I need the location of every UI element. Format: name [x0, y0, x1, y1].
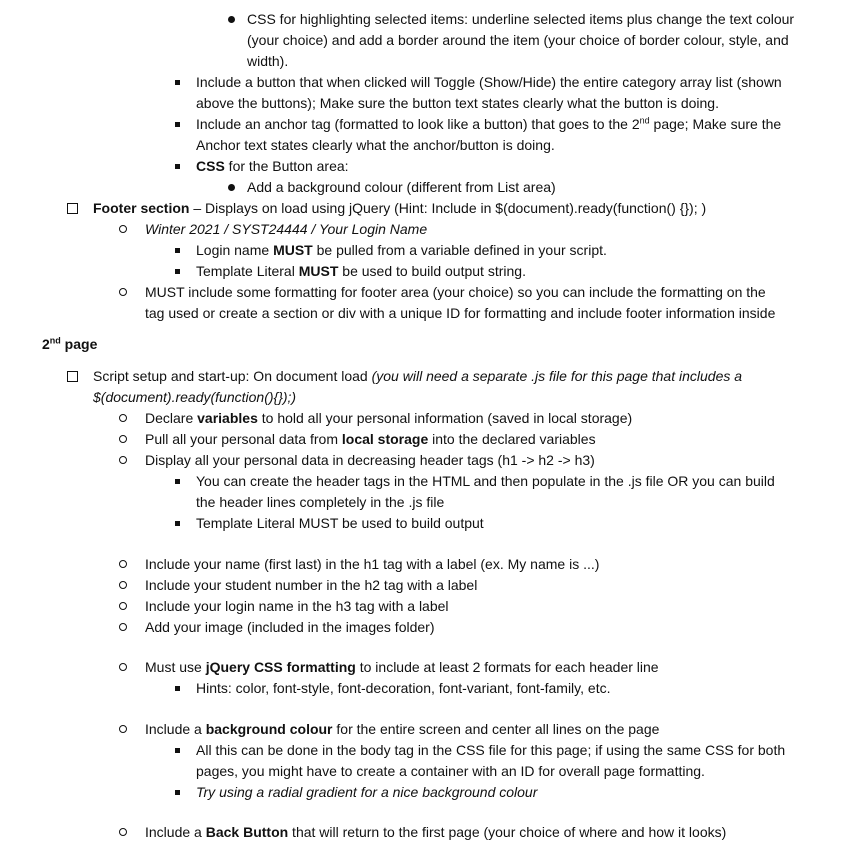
text-span: page [60, 336, 98, 352]
square-bullet-icon [175, 790, 180, 795]
text-span: page; Make sure the [649, 116, 782, 132]
square-bullet-icon [175, 122, 180, 127]
text-span: Declare [145, 410, 198, 426]
text-span: that will return to the first page (your choice of where and how it looks) [288, 824, 727, 840]
hollow-circle-icon [119, 581, 127, 589]
square-bullet-icon [175, 521, 180, 526]
square-bullet-icon [175, 748, 180, 753]
text-span: be pulled from a variable defined in your script. [312, 242, 607, 258]
text-span: Include a [145, 824, 206, 840]
hollow-circle-icon [119, 288, 127, 296]
bold-text: CSS [196, 158, 225, 174]
hollow-circle-icon [119, 435, 127, 443]
checkbox-icon [67, 203, 78, 214]
text-span: Script setup and start-up: On document load [93, 368, 372, 384]
hollow-circle-icon [119, 456, 127, 464]
hollow-circle-icon [119, 560, 127, 568]
bold-text: background colour [205, 721, 333, 737]
text-span: to hold all your personal information (saved in local storage) [257, 410, 633, 426]
text-span: to include at least 2 formats for each header line [355, 659, 659, 675]
hollow-circle-icon [119, 414, 127, 422]
bullet-dot-icon [228, 184, 235, 191]
text-span: Must use [145, 659, 206, 675]
bold-text: MUST [298, 263, 339, 279]
text-span: 2 [42, 336, 50, 352]
checkbox-icon [67, 371, 78, 382]
bold-text: Footer section [93, 200, 190, 216]
text-span: for the Button area: [224, 158, 349, 174]
square-bullet-icon [175, 164, 180, 169]
text-span: into the declared variables [428, 431, 596, 447]
square-bullet-icon [175, 686, 180, 691]
text-span: – Displays on load using jQuery (Hint: Include in $(document).ready(function() {}); ) [189, 200, 707, 216]
text-span: Include a [145, 721, 206, 737]
text-span: Login name [196, 242, 274, 258]
square-bullet-icon [175, 248, 180, 253]
hollow-circle-icon [119, 725, 127, 733]
square-bullet-icon [175, 80, 180, 85]
bullet-dot-icon [228, 16, 235, 23]
square-bullet-icon [175, 269, 180, 274]
bold-text: local storage [341, 431, 429, 447]
text-span: be used to build output string. [338, 263, 526, 279]
italic-text: (you will need a separate .js file for this page that includes a [371, 368, 743, 384]
text-span: for the entire screen and center all lines on the page [332, 721, 660, 737]
hollow-circle-icon [119, 623, 127, 631]
text-span: Include an anchor tag (formatted to look like a button) that goes to the 2 [196, 116, 640, 132]
superscript: nd [49, 335, 61, 346]
bold-text: MUST [273, 242, 313, 258]
hollow-circle-icon [119, 602, 127, 610]
hollow-circle-icon [119, 828, 127, 836]
bold-text: jQuery CSS formatting [205, 659, 356, 675]
text-span: Pull all your personal data from [145, 431, 342, 447]
bold-text: Back Button [205, 824, 289, 840]
square-bullet-icon [175, 479, 180, 484]
superscript: nd [639, 115, 650, 126]
hollow-circle-icon [119, 225, 127, 233]
text-span: Template Literal [196, 263, 299, 279]
hollow-circle-icon [119, 663, 127, 671]
bold-text: variables [197, 410, 258, 426]
